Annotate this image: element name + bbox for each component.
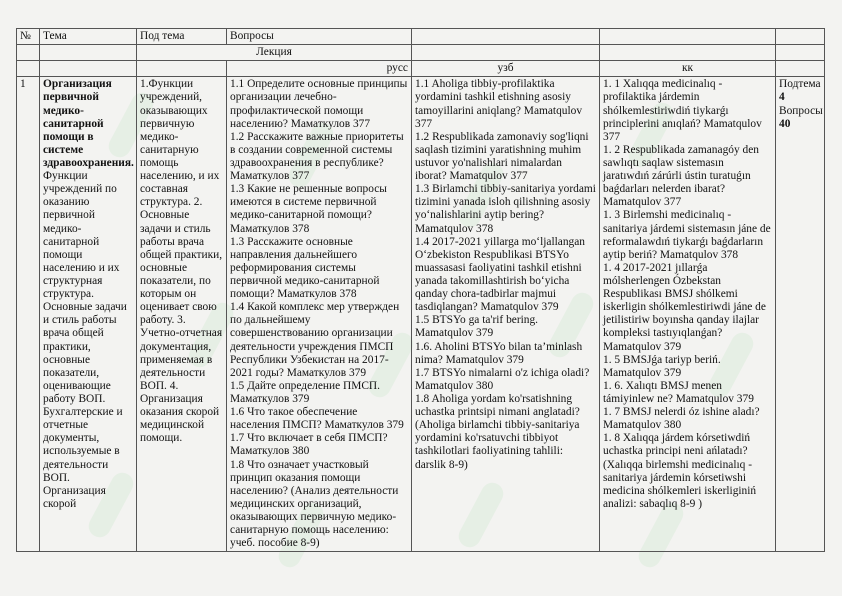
- question-kk: 1. 6. Xalıqtı BMSJ menen támiyinlew ne? Mamatqulov 379: [603, 379, 754, 405]
- question-kk: 1. 8 Xalıqqa járdem kórsetiwdiń uchastka principi neni ańlatadı? (Xalıqqa birlemshi medicinalıq -sanitariya járdemin kórsetiwshi medicina shólkemleri iskerliginiń analizi: sabaqlıq 8-9 ): [603, 432, 757, 510]
- header-empty: [412, 29, 600, 45]
- question-uz: 1.6. Aholini BTSYo bilan ta’minlash nima? Mamatqulov 379: [415, 340, 583, 366]
- question-kk: 1. 4 2017-2021 jıllarǵa mólsherlengen Ózbekstan Respublikası BMSJ shólkemi iskerligin shólkemlestiriwdi jáne de jetilistiriw boyınsha qanday ilajlar kompleksi tastıyıqlanǵan? Mamatqulov 379: [603, 261, 766, 353]
- language-row: [17, 61, 825, 77]
- lang-kk: кк: [600, 61, 776, 77]
- header-row: [17, 29, 825, 45]
- row-number: 1: [17, 77, 40, 552]
- subtopic-count: 4: [779, 91, 785, 104]
- subtopic-cell: 1.Функции учреждений, оказывающих первичную медико-санитарную помощь населению, и их составная структура. 2. Основные задачи и стиль работы врача общей практики, основные показатели, по которым он оценивает свою работу. 3. Учетно-отчетная документация, применяемая в деятельности ВОП. 4. Организация оказания скорой медицинской помощи.: [137, 77, 227, 552]
- question-ru: 1.2 Расскажите важные приоритеты в создании современной системы здравоохранения в республике? Маматкулов 377: [230, 130, 404, 183]
- question-uz: 1.5 BTSYo ga ta'rif bering. Mamatqulov 379: [415, 314, 539, 340]
- question-ru: 1.6 Что такое обеспечение населения ПМСП? Маматкулов 379: [230, 406, 404, 432]
- question-kk: 1. 5 BMSJǵa tariyp beriń. Mamatqulov 379: [603, 353, 721, 379]
- lang-empty: [137, 61, 227, 77]
- curriculum-table: [16, 28, 825, 552]
- question-ru: 1.4 Какой комплекс мер утвержден по дальнейшему совершенствованию организации деятельности учреждения ПМСП Республики Узбекистан на 2017-2021 годы? Маматкулов 379: [230, 301, 400, 379]
- question-uz: 1.3 Birlamchi tibbiy-sanitariya yordami tizimini yanada isloh qilishning asosiy yo‘nalishlarini aytip bering? Mamatqulov 378: [415, 183, 596, 235]
- question-uz: 1.7 BTSYo nimalarni o'z ichiga oladi? Mamatqulov 380: [415, 366, 590, 392]
- questions-ru-cell: [227, 77, 412, 552]
- counts-cell: [776, 77, 825, 552]
- question-count-label: Вопросы: [779, 104, 823, 117]
- question-ru: 1.3 Расскажите основные направления дальнейшего реформирования системы первичной медико-санитарной помощи? Маматкулов 378: [230, 235, 380, 301]
- topic-description: Функции учреждений по оказанию первичной медико-санитарной помощи населению и их структурная структура. Основные задачи и стиль работы врача общей практики, основные показатели, оценивающие работу ВОП. Бухгалтерские и отчетные документы, используемые в деятельности ВОП. Организация скорой: [43, 170, 127, 510]
- header-topic: Тема: [40, 29, 137, 45]
- lecture-empty: [40, 45, 137, 61]
- question-ru: 1.7 Что включает в себя ПМСП? Маматкулов 380: [230, 432, 388, 458]
- question-uz: 1.1 Aholiga tibbiy-profilaktika yordamini tashkil etishning asosiy tamoyillarini aniqlang? Mamatqulov 377: [415, 78, 583, 130]
- question-uz: 1.8 Aholiga yordam ko'rsatishning uchastka printsipi nimani anglatadi? (Aholiga birlamchi tibbiy-sanitariya yordamini ko'rsatuvchi tibbiyot tashkilotlari faoliyatining tahlili: darslik 8-9): [415, 392, 580, 471]
- question-ru: 1.3 Какие не решенные вопросы имеются в системе первичной медико-санитарной помощи? Маматкулов 378: [230, 183, 387, 235]
- lecture-empty: [17, 45, 40, 61]
- questions-uz-cell: [412, 77, 600, 552]
- question-kk: 1. 3 Birlemshi medicinalıq -sanitariya járdemi sistemasın jáne de reformalawdıń tiykarǵı baǵdarların aytip beriń? Mamatqulov 378: [603, 209, 771, 261]
- header-questions: Вопросы: [227, 29, 412, 45]
- question-ru: 1.5 Дайте определение ПМСП. Маматкулов 379: [230, 379, 380, 405]
- header-empty: [600, 29, 776, 45]
- lecture-label: Лекция: [137, 45, 412, 61]
- question-kk: 1. 2 Respublikada zamanagóy den sawlıqtı saqlaw sistemasın jaratıwdıń zárúrli ústin turatuǵın baǵdarları nelerden ibarat? Mamatqulov 377: [603, 143, 759, 209]
- lecture-empty: [600, 45, 776, 61]
- questions-kk-cell: [600, 77, 776, 552]
- lang-uz: узб: [412, 61, 600, 77]
- lang-ru: русс: [227, 61, 412, 77]
- header-num: №: [17, 29, 40, 45]
- question-kk: 1. 7 BMSJ nelerdi óz ishine aladı? Mamatqulov 380: [603, 406, 760, 432]
- lecture-row: [17, 45, 825, 61]
- question-count: 40: [779, 117, 791, 130]
- header-empty: [776, 29, 825, 45]
- question-ru: 1.8 Что означает участковый принцип оказания помощи населению? (Анализ деятельности медицинских организаций, оказывающих первичную медико-санитарную помощь населению: учеб. пособие 8-9): [230, 458, 399, 550]
- lang-empty: [40, 61, 137, 77]
- lang-empty: [17, 61, 40, 77]
- topic-cell: [40, 77, 137, 552]
- header-subtopic: Под тема: [137, 29, 227, 45]
- question-uz: 1.4 2017-2021 yillarga mo‘ljallangan O‘zbekiston Respublikasi BTSYo muassasasi faoliyatini tashkil etishni yanada takomillashtirish bo‘yicha qanday chora-tadbirlar majmui tasdiqlangan? Mamatqulov 379: [415, 235, 585, 314]
- lang-empty: [776, 61, 825, 77]
- topic-row: [17, 77, 825, 552]
- question-uz: 1.2 Respublikada zamonaviy sog'liqni saqlash tizimini yaratishning muhim ustuvor yo'nalishlari nimalardan iborat? Mamatqulov 377: [415, 130, 589, 183]
- topic-title: Организация первичной медико-санитарной помощи в системе здравоохранения.: [43, 78, 134, 169]
- lecture-empty: [412, 45, 600, 61]
- question-kk: 1. 1 Xalıqqa medicinalıq -profilaktika járdemin shólkemlestiriwdiń tiykarǵı principlerini anıqlań? Mamatqulov 377: [603, 78, 762, 143]
- question-ru: 1.1 Определите основные принципы организации лечебно-профилактической помощи населению? Маматкулов 377: [230, 78, 408, 130]
- lecture-empty: [776, 45, 825, 61]
- subtopic-count-label: Подтема: [779, 78, 821, 91]
